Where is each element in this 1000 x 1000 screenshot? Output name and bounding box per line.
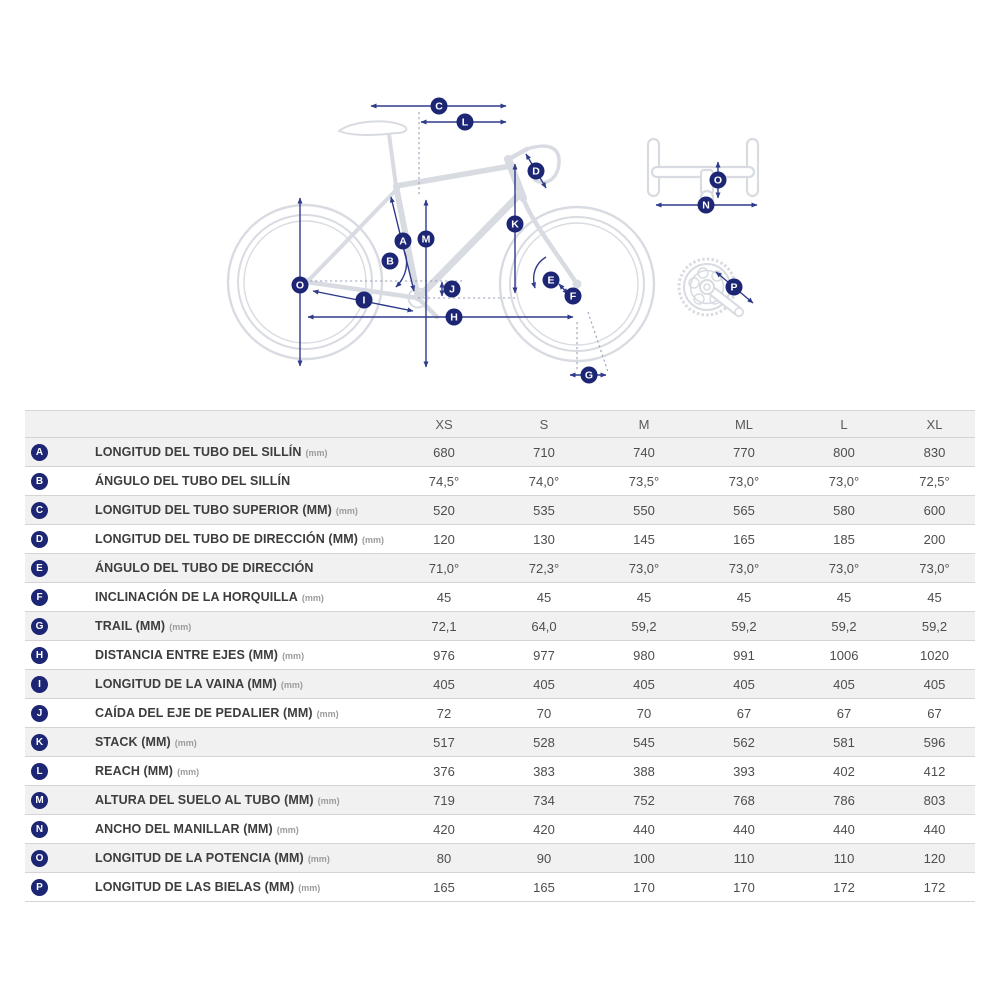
table-row-J	[25, 699, 975, 728]
row-label: LONGITUD DE LAS BIELAS (MM)	[95, 880, 295, 894]
row-unit: (mm)	[316, 709, 339, 719]
value-cell: 420	[433, 821, 455, 837]
bike-geometry-diagram	[0, 0, 1000, 405]
value-cell: 73,0°	[828, 473, 860, 489]
row-letter-badge: O	[31, 850, 48, 867]
dim-badge-d	[528, 163, 545, 180]
table-row-E	[25, 554, 975, 583]
dim-badge-j	[444, 281, 461, 298]
value-cell: 383	[533, 763, 555, 779]
value-cell: 402	[833, 763, 855, 779]
value-cell: 976	[433, 647, 455, 663]
value-cell: 145	[633, 531, 655, 547]
dimension-badges	[292, 98, 743, 384]
value-cell: 770	[733, 444, 755, 460]
row-letter-badge: C	[31, 502, 48, 519]
value-cell: 412	[923, 763, 946, 779]
value-cell: 120	[433, 531, 455, 547]
value-cell: 520	[433, 502, 455, 518]
value-cell: 440	[923, 821, 946, 837]
value-cell: 59,2	[921, 618, 948, 634]
dim-badge-b	[382, 253, 399, 270]
value-cell: 90	[536, 850, 552, 866]
value-cell: 734	[533, 792, 555, 808]
svg-text:G: G	[584, 369, 594, 382]
row-label-cell	[25, 618, 394, 635]
value-cell: 545	[633, 734, 655, 750]
row-label: ÁNGULO DEL TUBO DEL SILLÍN	[95, 474, 291, 488]
row-label-cell	[25, 792, 394, 809]
size-header: XL	[926, 416, 943, 432]
svg-text:I: I	[362, 294, 366, 307]
svg-text:C: C	[435, 100, 443, 113]
value-cell: 752	[633, 792, 655, 808]
value-cell: 710	[533, 444, 555, 460]
svg-text:O: O	[295, 279, 305, 292]
value-cell: 830	[923, 444, 946, 460]
value-cell: 64,0	[531, 618, 557, 634]
row-label-cell	[25, 589, 394, 606]
handlebar-top-view	[648, 139, 758, 203]
value-cell: 74,5°	[428, 473, 460, 489]
row-unit: (mm)	[169, 622, 192, 632]
value-cell: 740	[633, 444, 655, 460]
value-cell: 786	[833, 792, 855, 808]
value-cell: 110	[833, 850, 855, 866]
value-cell: 72,1	[431, 618, 457, 634]
row-label: CAÍDA DEL EJE DE PEDALIER (MM)	[95, 706, 313, 720]
value-cell: 165	[533, 879, 555, 895]
row-letter-badge: G	[31, 618, 48, 635]
row-label: ANCHO DEL MANILLAR (MM)	[95, 822, 273, 836]
steering-axis-reference	[588, 312, 608, 372]
row-letter-badge: I	[31, 676, 48, 693]
row-letter-badge: A	[31, 444, 48, 461]
value-cell: 73,0°	[828, 560, 860, 576]
value-cell: 59,2	[831, 618, 857, 634]
table-row-C	[25, 496, 975, 525]
row-label: ÁNGULO DEL TUBO DE DIRECCIÓN	[95, 561, 314, 575]
value-cell: 1020	[920, 647, 949, 663]
dim-badge-e	[543, 272, 560, 289]
value-cell: 45	[927, 589, 942, 605]
table-row-A	[25, 438, 975, 467]
value-cell: 680	[433, 444, 455, 460]
row-letter-badge: B	[31, 473, 48, 490]
value-cell: 405	[533, 676, 555, 692]
value-cell: 45	[836, 589, 852, 605]
table-row-B	[25, 467, 975, 496]
value-cell: 517	[433, 734, 455, 750]
value-cell: 45	[536, 589, 552, 605]
value-cell: 800	[833, 444, 855, 460]
row-letter-badge: N	[31, 821, 48, 838]
value-cell: 67	[927, 705, 942, 721]
svg-text:E: E	[547, 274, 555, 287]
dim-badge-f	[565, 288, 582, 305]
value-cell: 562	[733, 734, 755, 750]
value-cell: 600	[923, 502, 946, 518]
row-letter-badge: E	[31, 560, 48, 577]
table-row-F	[25, 583, 975, 612]
value-cell: 73,0°	[728, 560, 760, 576]
size-header: XS	[435, 416, 453, 432]
value-cell: 80	[436, 850, 452, 866]
table-row-M	[25, 786, 975, 815]
value-cell: 405	[433, 676, 455, 692]
value-cell: 73,0°	[728, 473, 760, 489]
svg-text:O: O	[713, 174, 723, 187]
value-cell: 420	[533, 821, 555, 837]
row-letter-badge: H	[31, 647, 48, 664]
size-header: S	[539, 416, 549, 432]
row-letter-badge: J	[31, 705, 48, 722]
value-cell: 719	[433, 792, 455, 808]
row-label-cell	[25, 879, 394, 896]
dim-badge-n	[698, 197, 715, 214]
svg-text:L: L	[461, 116, 469, 129]
svg-text:P: P	[730, 281, 738, 294]
svg-text:N: N	[702, 199, 710, 212]
dim-badge-k	[507, 216, 524, 233]
row-label-cell	[25, 531, 394, 548]
value-cell: 59,2	[731, 618, 757, 634]
dim-badge-p	[726, 279, 743, 296]
value-cell: 72,3°	[528, 560, 560, 576]
row-unit: (mm)	[280, 680, 303, 690]
dim-badge-l	[457, 114, 474, 131]
row-unit: (mm)	[307, 854, 330, 864]
value-cell: 977	[533, 647, 555, 663]
row-label: LONGITUD DEL TUBO DEL SILLÍN	[95, 445, 302, 459]
saddle	[339, 121, 406, 135]
svg-text:H: H	[450, 311, 458, 324]
value-cell: 803	[923, 792, 946, 808]
value-cell: 405	[833, 676, 855, 692]
value-cell: 45	[636, 589, 652, 605]
value-cell: 440	[833, 821, 855, 837]
value-cell: 991	[733, 647, 755, 663]
value-cell: 405	[633, 676, 655, 692]
value-cell: 73,0°	[628, 560, 660, 576]
table-row-N	[25, 815, 975, 844]
value-cell: 535	[533, 502, 555, 518]
svg-text:D: D	[532, 165, 540, 178]
table-row-K	[25, 728, 975, 757]
row-unit: (mm)	[177, 767, 200, 777]
value-cell: 110	[733, 850, 755, 866]
dim-badge-c	[431, 98, 448, 115]
row-label-cell	[25, 850, 394, 867]
row-letter-badge: K	[31, 734, 48, 751]
svg-text:K: K	[511, 218, 519, 231]
row-letter-badge: D	[31, 531, 48, 548]
table-row-P	[25, 873, 975, 902]
row-label-cell	[25, 821, 394, 838]
svg-text:J: J	[449, 283, 455, 296]
table-header-row	[25, 411, 975, 438]
row-label: LONGITUD DE LA POTENCIA (MM)	[95, 851, 304, 865]
value-cell: 100	[633, 850, 655, 866]
row-label-cell	[25, 676, 394, 693]
row-letter-badge: L	[31, 763, 48, 780]
table-row-L	[25, 757, 975, 786]
svg-text:A: A	[399, 235, 407, 248]
value-cell: 71,0°	[428, 560, 460, 576]
value-cell: 130	[533, 531, 555, 547]
value-cell: 74,0°	[528, 473, 560, 489]
value-cell: 528	[533, 734, 555, 750]
row-letter-badge: M	[31, 792, 48, 809]
row-label-cell	[25, 444, 394, 461]
row-unit: (mm)	[305, 448, 328, 458]
row-label: STACK (MM)	[95, 735, 171, 749]
value-cell: 405	[733, 676, 755, 692]
value-cell: 165	[733, 531, 755, 547]
dim-badge-o-wheel	[292, 277, 309, 294]
row-unit: (mm)	[276, 825, 299, 835]
value-cell: 45	[436, 589, 452, 605]
row-unit: (mm)	[361, 535, 384, 545]
row-label-cell	[25, 705, 394, 722]
value-cell: 581	[833, 734, 855, 750]
row-letter-badge: P	[31, 879, 48, 896]
value-cell: 565	[733, 502, 755, 518]
row-unit: (mm)	[174, 738, 197, 748]
value-cell: 45	[736, 589, 752, 605]
row-unit: (mm)	[301, 593, 324, 603]
table-row-O	[25, 844, 975, 873]
row-label: ALTURA DEL SUELO AL TUBO (MM)	[95, 793, 314, 807]
svg-text:F: F	[569, 290, 577, 303]
value-cell: 200	[923, 531, 946, 547]
row-label-cell	[25, 473, 394, 490]
svg-text:B: B	[386, 255, 394, 268]
row-label-cell	[25, 560, 394, 577]
table-row-G	[25, 612, 975, 641]
row-label: LONGITUD DE LA VAINA (MM)	[95, 677, 277, 691]
geometry-table	[25, 410, 975, 902]
value-cell: 185	[833, 531, 855, 547]
value-cell: 170	[633, 879, 655, 895]
row-unit: (mm)	[298, 883, 321, 893]
value-cell: 73,0°	[919, 560, 950, 576]
row-letter-badge: F	[31, 589, 48, 606]
dim-badge-g	[581, 367, 598, 384]
value-cell: 170	[733, 879, 755, 895]
size-header: M	[638, 416, 650, 432]
row-label-cell	[25, 502, 394, 519]
row-label: INCLINACIÓN DE LA HORQUILLA	[95, 590, 298, 604]
bike-outline	[228, 121, 654, 361]
value-cell: 120	[923, 850, 946, 866]
row-label: DISTANCIA ENTRE EJES (MM)	[95, 648, 279, 662]
svg-text:M: M	[421, 233, 431, 246]
dim-badge-h	[446, 309, 463, 326]
value-cell: 73,5°	[628, 473, 660, 489]
value-cell: 1006	[829, 647, 859, 663]
value-cell: 550	[633, 502, 655, 518]
dim-badge-i	[356, 292, 373, 309]
dim-badge-o-stem	[710, 172, 727, 189]
size-header: ML	[734, 416, 754, 432]
table-row-D	[25, 525, 975, 554]
value-cell: 72,5°	[919, 473, 950, 489]
row-label-cell	[25, 647, 394, 664]
value-cell: 70	[536, 705, 552, 721]
value-cell: 376	[433, 763, 455, 779]
dim-badge-a	[395, 233, 412, 250]
table-row-I	[25, 670, 975, 699]
value-cell: 70	[636, 705, 652, 721]
row-label-cell	[25, 734, 394, 751]
value-cell: 67	[736, 705, 752, 721]
value-cell: 440	[633, 821, 655, 837]
row-label: LONGITUD DEL TUBO DE DIRECCIÓN (MM)	[95, 532, 358, 546]
size-header: L	[840, 416, 848, 432]
value-cell: 405	[923, 676, 946, 692]
value-cell: 393	[733, 763, 755, 779]
table-row-H	[25, 641, 975, 670]
row-label: LONGITUD DEL TUBO SUPERIOR (MM)	[95, 503, 332, 517]
value-cell: 172	[833, 879, 855, 895]
value-cell: 67	[836, 705, 852, 721]
value-cell: 72	[436, 705, 452, 721]
value-cell: 165	[433, 879, 455, 895]
dim-badge-m	[418, 231, 435, 248]
value-cell: 768	[733, 792, 755, 808]
row-unit: (mm)	[335, 506, 358, 516]
value-cell: 980	[633, 647, 655, 663]
row-label: REACH (MM)	[95, 764, 174, 778]
value-cell: 59,2	[631, 618, 657, 634]
value-cell: 388	[633, 763, 655, 779]
row-unit: (mm)	[317, 796, 340, 806]
value-cell: 596	[923, 734, 946, 750]
value-cell: 172	[923, 879, 946, 895]
row-unit: (mm)	[282, 651, 305, 661]
value-cell: 580	[833, 502, 855, 518]
row-label-cell	[25, 763, 394, 780]
row-label: TRAIL (MM)	[95, 619, 166, 633]
value-cell: 440	[733, 821, 755, 837]
